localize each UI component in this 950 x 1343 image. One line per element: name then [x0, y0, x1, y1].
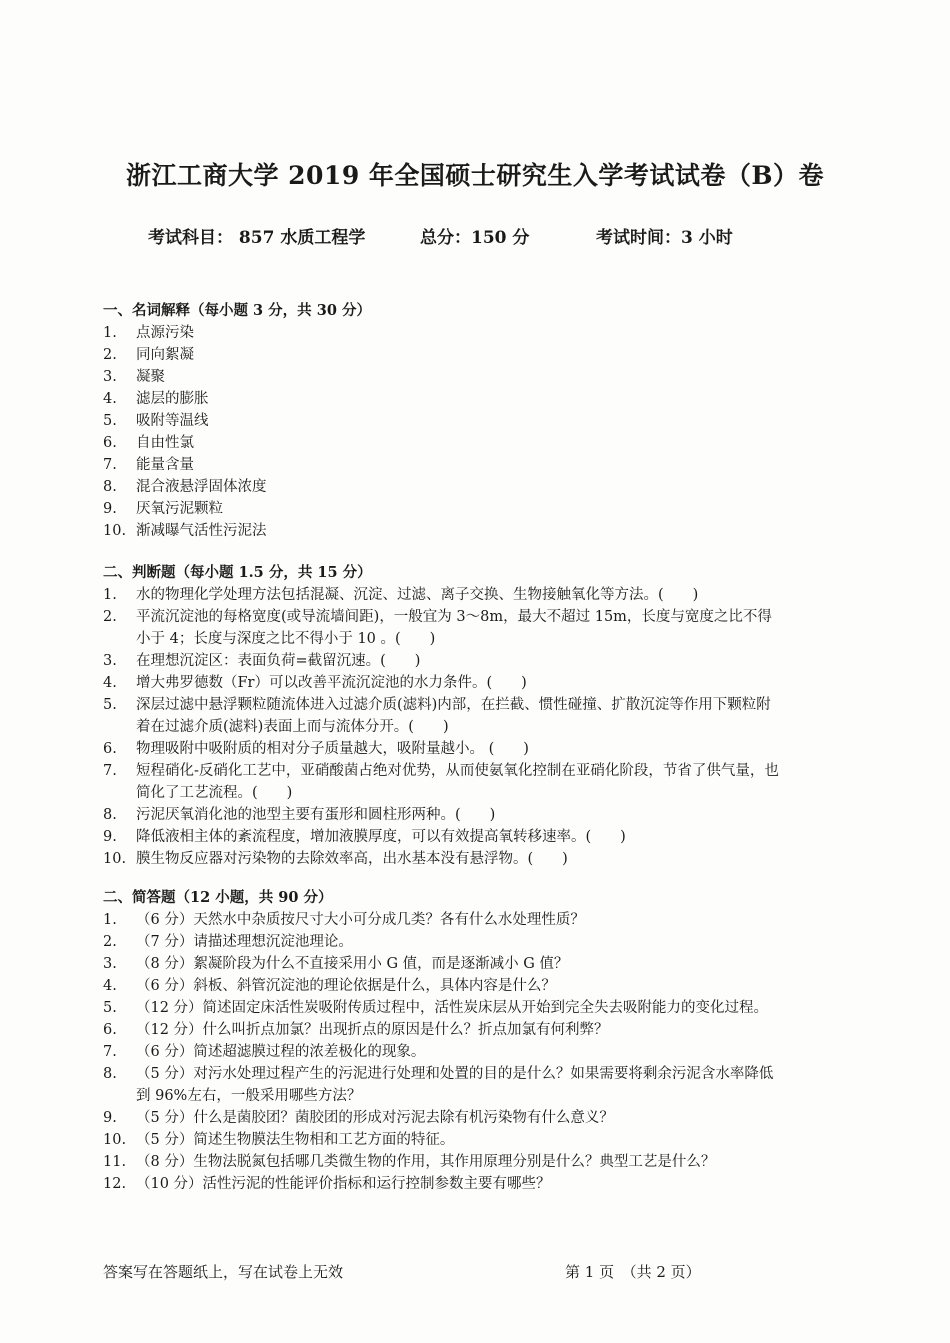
item-text: （8 分）生物法脱氮包括哪几类微生物的作用，其作用原理分别是什么？典型工艺是什么？: [136, 1154, 716, 1170]
item-number: 10.: [103, 851, 127, 867]
item-number: 3.: [103, 653, 117, 669]
item-number: 11.: [103, 1154, 127, 1170]
item-number: 5.: [103, 1000, 117, 1016]
list-item: [103, 1063, 783, 1107]
list-item: [103, 1129, 783, 1151]
item-text: 平流沉淀池的每格宽度(或导流墙间距)，一般宜为 3～8m，最大不超过 15m，长度与宽度之比不得小于 4；长度与深度之比不得小于 10 。( ): [136, 609, 772, 647]
item-text: （5 分）什么是菌胶团？菌胶团的形成对污泥去除有机污染物有什么意义？: [136, 1110, 614, 1126]
list-item: [103, 694, 783, 738]
item-number: 10.: [103, 523, 127, 539]
list-item: [103, 1107, 783, 1129]
item-text: （12 分）简述固定床活性炭吸附传质过程中，活性炭床层从开始到完全失去吸附能力的变化过程。: [136, 1000, 769, 1016]
section-short-answer: [103, 887, 783, 1195]
list-item: [103, 650, 783, 672]
page-title: 浙江工商大学 2019 年全国硕士研究生入学考试试卷（B）卷: [125, 161, 825, 190]
item-text: 自由性氯: [136, 435, 194, 451]
item-number: 4.: [103, 391, 117, 407]
item-number: 1.: [103, 325, 117, 341]
item-text: （5 分）简述生物膜法生物相和工艺方面的特征。: [136, 1132, 455, 1148]
list-item: [103, 1041, 783, 1063]
page-number: 第 1 页 （共 2 页）: [565, 1263, 701, 1281]
list-item: [103, 931, 783, 953]
item-text: 污泥厌氧消化池的池型主要有蛋形和圆柱形两种。( ): [136, 807, 496, 823]
item-text: 点源污染: [136, 325, 194, 341]
item-number: 3.: [103, 956, 117, 972]
list-item: [103, 584, 783, 606]
item-text: 膜生物反应器对污染物的去除效率高，出水基本没有悬浮物。( ): [136, 851, 568, 867]
item-text: 能量含量: [136, 457, 194, 473]
section-true-false: [103, 562, 783, 870]
item-number: 9.: [103, 829, 117, 845]
item-text: 混合液悬浮固体浓度: [136, 479, 267, 495]
list-item: [103, 1151, 783, 1173]
item-number: 10.: [103, 1132, 127, 1148]
list-item: [103, 606, 783, 650]
list-item: [103, 909, 783, 931]
item-text: （8 分）絮凝阶段为什么不直接采用小 G 值，而是逐渐减小 G 值？: [136, 956, 569, 972]
item-number: 4.: [103, 978, 117, 994]
item-number: 5.: [103, 697, 117, 713]
item-number: 5.: [103, 413, 117, 429]
list-item: [103, 953, 783, 975]
item-text: 深层过滤中悬浮颗粒随流体进入过滤介质(滤料)内部，在拦截、惯性碰撞、扩散沉淀等作用下颗粒附着在过滤介质(滤料)表面上而与流体分开。( ): [136, 697, 771, 735]
item-text: （10 分）活性污泥的性能评价指标和运行控制参数主要有哪些？: [136, 1176, 551, 1192]
list-item: [103, 997, 783, 1019]
item-number: 2.: [103, 934, 117, 950]
item-text: 物理吸附中吸附质的相对分子质量越大，吸附量越小。 ( ): [136, 741, 529, 757]
item-number: 2.: [103, 347, 117, 363]
item-text: 降低液相主体的紊流程度，增加液膜厚度，可以有效提高氧转移速率。( ): [136, 829, 626, 845]
item-text: 滤层的膨胀: [136, 391, 209, 407]
list-item: [103, 366, 783, 388]
item-number: 1.: [103, 587, 117, 603]
list-item: [103, 520, 783, 542]
item-number: 12.: [103, 1176, 127, 1192]
section-heading: 二、简答题（12 小题，共 90 分）: [103, 889, 333, 906]
section-definitions: [103, 300, 783, 542]
item-number: 7.: [103, 1044, 117, 1060]
exam-info: [148, 223, 733, 248]
list-item: [103, 454, 783, 476]
list-item: [103, 432, 783, 454]
item-number: 8.: [103, 807, 117, 823]
item-text: （6 分）斜板、斜管沉淀池的理论依据是什么，具体内容是什么？: [136, 978, 556, 994]
item-text: 吸附等温线: [136, 413, 209, 429]
list-item: [103, 975, 783, 997]
list-item: [103, 498, 783, 520]
list-item: [103, 804, 783, 826]
item-text: （6 分）天然水中杂质按尺寸大小可分成几类？各有什么水处理性质？: [136, 912, 585, 928]
item-text: 增大弗罗德数（Fr）可以改善平流沉淀池的水力条件。( ): [136, 675, 527, 691]
item-number: 7.: [103, 457, 117, 473]
item-number: 7.: [103, 763, 117, 779]
list-item: [103, 738, 783, 760]
item-number: 6.: [103, 1022, 117, 1038]
item-number: 3.: [103, 369, 117, 385]
list-item: [103, 1173, 783, 1195]
list-item: [103, 1019, 783, 1041]
item-number: 4.: [103, 675, 117, 691]
item-text: 水的物理化学处理方法包括混凝、沉淀、过滤、离子交换、生物接触氧化等方法。( ): [136, 587, 699, 603]
list-item: [103, 760, 783, 804]
item-text: （12 分）什么叫折点加氯？出现折点的原因是什么？折点加氯有何利弊？: [136, 1022, 609, 1038]
section-heading: 一、名词解释（每小题 3 分，共 30 分）: [103, 302, 371, 319]
item-number: 6.: [103, 741, 117, 757]
item-number: 2.: [103, 609, 117, 625]
item-text: 在理想沉淀区：表面负荷=截留沉速。( ): [136, 653, 421, 669]
list-item: [103, 344, 783, 366]
item-text: 凝聚: [136, 369, 165, 385]
exam-total-score: 总分：150 分: [420, 228, 530, 248]
item-number: 9.: [103, 1110, 117, 1126]
list-item: [103, 476, 783, 498]
list-item: [103, 388, 783, 410]
list-item: [103, 672, 783, 694]
footer-note: 答案写在答题纸上，写在试卷上无效: [103, 1263, 344, 1281]
item-number: 8.: [103, 479, 117, 495]
item-text: 渐减曝气活性污泥法: [136, 523, 267, 539]
list-item: [103, 848, 783, 870]
item-text: 短程硝化-反硝化工艺中，亚硝酸菌占绝对优势，从而使氨氧化控制在亚硝化阶段，节省了供气量，也简化了工艺流程。( ): [136, 763, 779, 801]
exam-duration: 考试时间：3 小时: [596, 228, 733, 248]
list-item: [103, 322, 783, 344]
section-heading: 二、判断题（每小题 1.5 分，共 15 分）: [103, 564, 372, 581]
item-number: 8.: [103, 1066, 117, 1082]
item-text: （6 分）简述超滤膜过程的浓差极化的现象。: [136, 1044, 426, 1060]
list-item: [103, 410, 783, 432]
exam-subject: 考试科目： 857 水质工程学: [148, 228, 366, 248]
list-item: [103, 826, 783, 848]
item-number: 6.: [103, 435, 117, 451]
item-text: （5 分）对污水处理过程产生的污泥进行处理和处置的目的是什么？如果需要将剩余污泥含水率降低到 96%左右，一般采用哪些方法？: [136, 1066, 774, 1104]
item-text: 同向絮凝: [136, 347, 194, 363]
item-text: 厌氧污泥颗粒: [136, 501, 223, 517]
item-text: （7 分）请描述理想沉淀池理论。: [136, 934, 353, 950]
item-number: 1.: [103, 912, 117, 928]
item-number: 9.: [103, 501, 117, 517]
